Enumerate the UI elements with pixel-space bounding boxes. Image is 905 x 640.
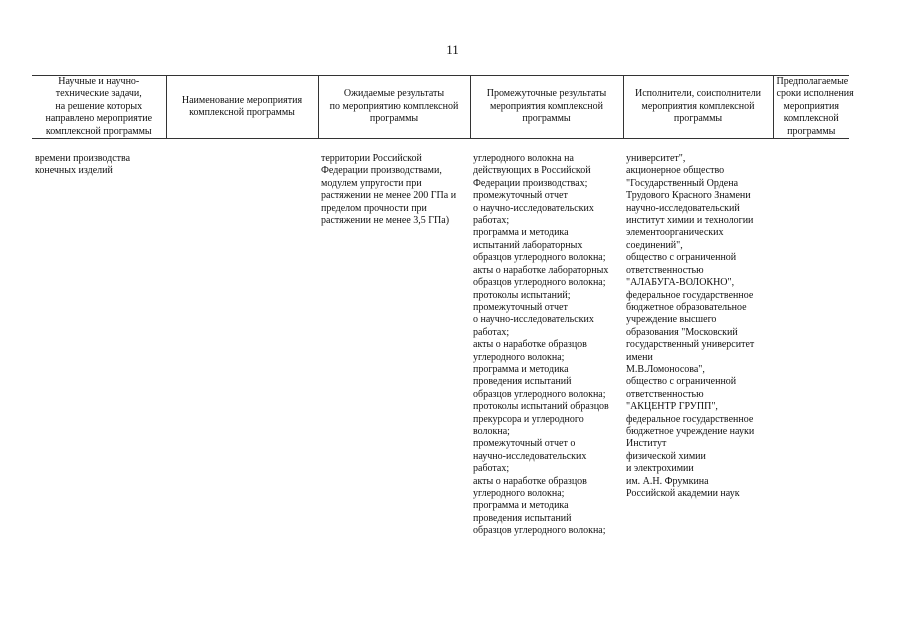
text-line: научно-исследовательских: [473, 450, 587, 462]
text-line: акционерное общество: [626, 165, 725, 177]
table-row: [32, 139, 849, 538]
cell-interim-results: [470, 139, 623, 538]
text-line: программы: [369, 113, 419, 125]
table-header-row: [32, 76, 849, 139]
text-line: им. А.Н. Фрумкина: [626, 475, 709, 487]
header-executors: [623, 76, 773, 139]
text-line: и электрохимии: [626, 463, 694, 475]
text-line: элементоорганических: [626, 227, 724, 239]
text-line: промежуточный отчет: [473, 301, 568, 313]
text-line: проведения испытаний: [473, 376, 572, 388]
text-line: углеродного волокна;: [473, 351, 565, 363]
text-line: времени производства: [35, 153, 131, 165]
text-line: программа и методика: [473, 363, 569, 375]
text-line: акты о наработке образцов: [473, 339, 587, 351]
text-line: бюджетное образовательное: [626, 301, 747, 313]
text-line: образцов углеродного волокна;: [473, 388, 606, 400]
text-line: общество с ограниченной: [626, 252, 737, 264]
text-line: работах;: [473, 326, 510, 338]
text-line: углеродного волокна;: [473, 488, 565, 499]
text-line: протоколы испытаний;: [473, 289, 571, 301]
page-number: 11: [446, 42, 459, 57]
text-line: Институт: [626, 438, 667, 450]
text-line: образцов углеродного волокна;: [473, 277, 606, 289]
text-line: учреждение высшего: [626, 314, 717, 326]
text-line: комплексной программы: [45, 125, 152, 137]
cell-expected-results: [318, 139, 470, 538]
text-line: Российской академии наук: [626, 488, 740, 499]
text-line: прекурсора и углеродного: [473, 413, 584, 425]
header-activity-name: [166, 76, 318, 139]
text-line: Наименование мероприятия: [181, 94, 303, 106]
text-line: испытаний лабораторных: [473, 239, 583, 251]
header-interim-results: [470, 76, 623, 139]
text-line: конечных изделий: [35, 165, 113, 177]
text-line: промежуточный отчет: [473, 190, 568, 202]
text-line: Федерации производствах;: [473, 177, 588, 189]
text-line: Ожидаемые результаты: [343, 88, 445, 100]
text-line: государственный университет: [626, 339, 755, 351]
text-line: имени: [626, 351, 653, 363]
text-line: общество с ограниченной: [626, 376, 737, 388]
text-line: территории Российской: [321, 153, 422, 165]
text-line: направлено мероприятие: [45, 113, 153, 125]
text-line: ответственностью: [626, 264, 704, 276]
text-line: университет",: [626, 153, 686, 165]
text-line: акты о наработке образцов: [473, 475, 587, 487]
text-line: соединений",: [626, 239, 683, 251]
text-line: физической химии: [626, 450, 706, 462]
text-line: акты о наработке лабораторных: [473, 264, 609, 276]
text-line: пределом прочности при: [321, 202, 427, 214]
header-deadlines: [773, 76, 854, 139]
text-line: бюджетное учреждение науки: [626, 425, 755, 437]
text-line: протоколы испытаний образцов: [473, 401, 609, 413]
text-line: комплексной программы: [189, 107, 295, 119]
text-line: растяжении не менее 3,5 ГПа): [321, 215, 450, 227]
text-line: мероприятия комплексной: [490, 100, 603, 112]
text-line: на решение которых: [55, 100, 143, 112]
text-line: комплексной: [783, 113, 839, 125]
text-line: модулем упругости при: [321, 177, 422, 189]
text-line: о научно-исследовательских: [473, 202, 594, 214]
text-line: Трудового Красного Знамени: [626, 190, 751, 202]
text-line: растяжении не менее 200 ГПа и: [321, 190, 457, 202]
text-line: "АКЦЕНТР ГРУПП",: [626, 401, 718, 413]
text-line: работах;: [473, 215, 510, 227]
text-line: по мероприятию комплексной: [329, 100, 459, 112]
text-line: действующих в Российской: [473, 165, 591, 177]
text-line: Научные и научно-: [58, 76, 140, 87]
text-line: промежуточный отчет о: [473, 438, 576, 450]
text-line: Промежуточные результаты: [486, 88, 607, 100]
text-line: о научно-исследовательских: [473, 314, 594, 326]
text-line: программы: [673, 113, 723, 125]
text-line: работах;: [473, 463, 510, 475]
text-line: мероприятия: [783, 100, 839, 112]
text-line: М.В.Ломоносова",: [626, 363, 705, 375]
header-expected-results: [318, 76, 470, 139]
cell-deadlines: [773, 139, 849, 538]
text-line: технические задачи,: [55, 88, 142, 100]
text-line: Исполнители, соисполнители: [634, 88, 761, 100]
text-line: институт химии и технологии: [626, 215, 754, 227]
header-tasks: [32, 76, 166, 139]
text-line: федеральное государственное: [626, 289, 754, 301]
text-line: Федерации производствами,: [321, 165, 442, 177]
text-line: научно-исследовательский: [626, 202, 740, 214]
text-line: федеральное государственное: [626, 413, 754, 425]
text-line: мероприятия комплексной: [641, 100, 755, 112]
text-line: волокна;: [473, 425, 510, 437]
text-line: углеродного волокна на: [473, 153, 574, 165]
text-line: сроки исполнения: [776, 88, 854, 100]
text-line: программы: [787, 125, 836, 137]
cell-executors: [623, 139, 773, 538]
text-line: проведения испытаний: [473, 512, 572, 524]
text-line: образцов углеродного волокна;: [473, 252, 606, 264]
cell-activity-name: [166, 139, 318, 538]
text-line: Предполагаемые: [776, 76, 849, 87]
text-line: ответственностью: [626, 388, 704, 400]
program-table: [32, 75, 854, 538]
text-line: "Государственный Ордена: [626, 177, 739, 189]
text-line: программы: [522, 113, 571, 125]
text-line: программа и методика: [473, 500, 569, 512]
text-line: программа и методика: [473, 227, 569, 239]
text-line: образования "Московский: [626, 326, 738, 338]
text-line: "АЛАБУГА-ВОЛОКНО",: [626, 277, 735, 289]
cell-tasks: [32, 139, 166, 538]
text-line: образцов углеродного волокна;: [473, 525, 606, 537]
